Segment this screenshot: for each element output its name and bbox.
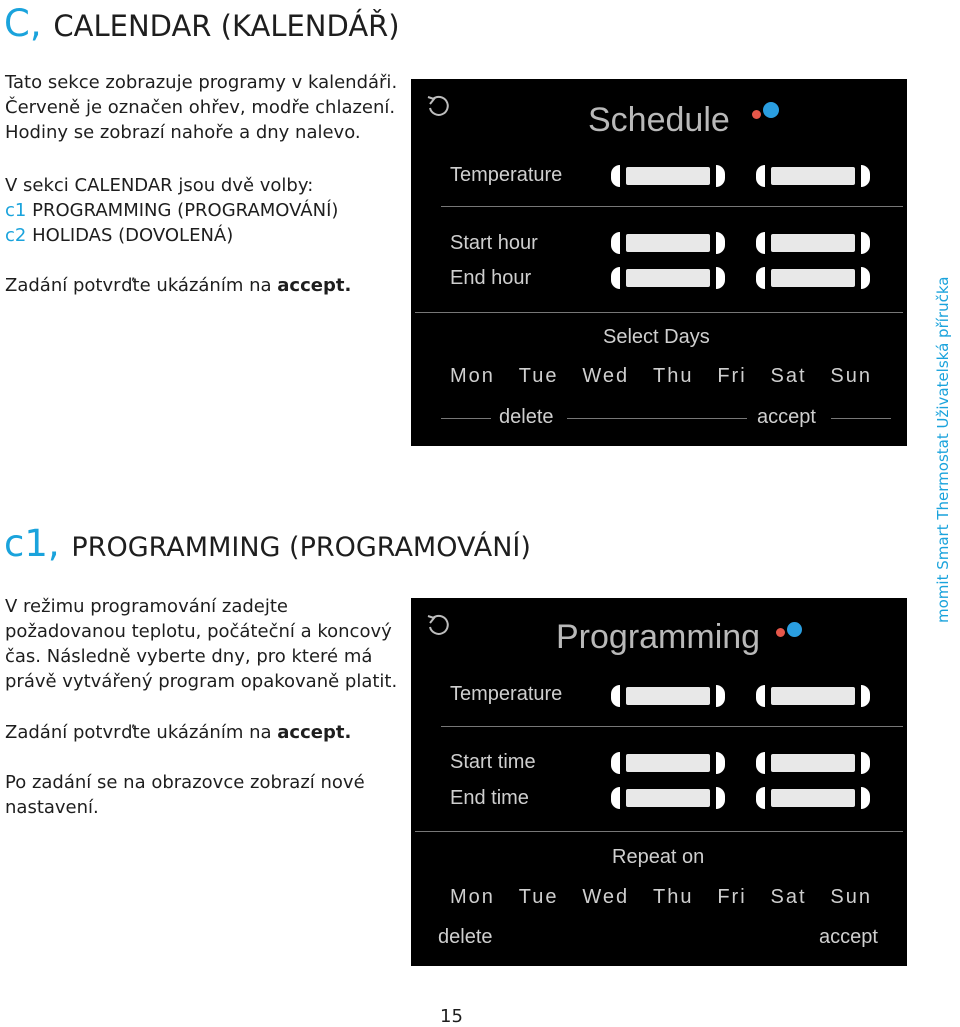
schedule-title: Schedule	[588, 101, 730, 139]
day-tue[interactable]: Tue	[518, 365, 559, 387]
day-row	[450, 886, 872, 909]
section-c1-confirm	[5, 720, 351, 745]
section-c1-heading	[4, 522, 531, 565]
option-c1-label: PROGRAMMING (PROGRAMOVÁNÍ)	[32, 200, 339, 221]
body-line: V režimu programování zadejte	[5, 596, 288, 617]
divider	[831, 418, 891, 419]
intro-line: Hodiny se zobrazí nahoře a dny nalevo.	[5, 122, 361, 143]
day-mon[interactable]: Mon	[450, 365, 495, 387]
day-fri[interactable]: Fri	[717, 365, 747, 387]
day-sun[interactable]: Sun	[830, 365, 872, 387]
end-hour-label: End hour	[450, 267, 532, 289]
divider	[415, 312, 903, 313]
option-c2-label: HOLIDAS (DOVOLENÁ)	[32, 225, 234, 246]
after-line: nastavení.	[5, 797, 99, 818]
start-time-label: Start time	[450, 751, 536, 773]
cool-temperature-slider[interactable]	[756, 165, 870, 187]
delete-button[interactable]: delete	[438, 926, 493, 948]
day-thu[interactable]: Thu	[652, 886, 694, 908]
body-line: požadovanou teplotu, počáteční a koncový	[5, 621, 392, 642]
undo-icon[interactable]	[425, 93, 451, 119]
divider	[441, 418, 491, 419]
divider	[441, 206, 903, 207]
cool-dot-icon	[763, 102, 779, 118]
repeat-on-label: Repeat on	[612, 846, 705, 868]
end-time-slider[interactable]	[756, 787, 870, 809]
day-sat[interactable]: Sat	[770, 365, 807, 387]
divider	[567, 418, 747, 419]
heat-dot-icon	[752, 110, 761, 119]
divider	[441, 726, 903, 727]
intro-line: Tato sekce zobrazuje programy v kalendáři.	[5, 72, 398, 93]
option-c2	[5, 223, 338, 248]
body-line: právě vytvářený program opakovaně platit.	[5, 671, 398, 692]
start-hour-label: Start hour	[450, 232, 538, 254]
accept-button[interactable]: accept	[757, 406, 816, 428]
day-sat[interactable]: Sat	[770, 886, 807, 908]
section-c-prefix: C,	[4, 2, 42, 45]
day-mon[interactable]: Mon	[450, 886, 495, 908]
end-time-label: End time	[450, 787, 529, 809]
temperature-label: Temperature	[450, 164, 563, 186]
heat-dot-icon	[776, 628, 785, 637]
day-fri[interactable]: Fri	[717, 886, 747, 908]
start-hour-slider[interactable]	[611, 232, 725, 254]
start-hour-slider[interactable]	[756, 232, 870, 254]
start-time-slider[interactable]	[756, 752, 870, 774]
end-time-slider[interactable]	[611, 787, 725, 809]
option-c2-code: c2	[5, 225, 27, 246]
accept-button[interactable]: accept	[819, 926, 878, 948]
section-c-confirm	[5, 273, 351, 298]
delete-button[interactable]: delete	[499, 406, 554, 428]
day-wed[interactable]: Wed	[582, 365, 630, 387]
confirm-text: Zadání potvrďte ukázáním na	[5, 275, 278, 296]
section-c-heading	[4, 2, 400, 45]
section-c-title: CALENDAR (KALENDÁŘ)	[53, 9, 400, 43]
section-c1-title: PROGRAMMING (PROGRAMOVÁNÍ)	[71, 532, 531, 563]
cool-temperature-slider[interactable]	[756, 685, 870, 707]
day-tue[interactable]: Tue	[518, 886, 559, 908]
confirm-accept: accept.	[277, 275, 352, 296]
programming-screen	[411, 598, 907, 966]
cool-dot-icon	[787, 622, 802, 637]
section-c1-body	[5, 594, 397, 694]
section-c-options	[5, 173, 338, 248]
confirm-text: Zadání potvrďte ukázáním na	[5, 722, 278, 743]
programming-title: Programming	[556, 618, 761, 656]
day-thu[interactable]: Thu	[652, 365, 694, 387]
section-c-intro	[5, 70, 397, 145]
schedule-screen	[411, 79, 907, 446]
divider	[415, 831, 903, 832]
temperature-label: Temperature	[450, 683, 563, 705]
heat-temperature-slider[interactable]	[611, 165, 725, 187]
section-c1-prefix: c1,	[4, 522, 60, 565]
select-days-label: Select Days	[603, 326, 710, 348]
end-hour-slider[interactable]	[756, 267, 870, 289]
option-c1	[5, 198, 338, 223]
side-caption: momit Smart Thermostat Uživatelská příručka	[934, 276, 952, 623]
day-row	[450, 365, 872, 388]
option-c1-code: c1	[5, 200, 27, 221]
heat-temperature-slider[interactable]	[611, 685, 725, 707]
day-sun[interactable]: Sun	[830, 886, 872, 908]
intro-line: Červeně je označen ohřev, modře chlazení.	[5, 97, 396, 118]
section-c1-after	[5, 770, 365, 820]
start-time-slider[interactable]	[611, 752, 725, 774]
end-hour-slider[interactable]	[611, 267, 725, 289]
confirm-accept: accept.	[277, 722, 352, 743]
page-number: 15	[440, 1006, 463, 1027]
body-line: čas. Následně vyberte dny, pro které má	[5, 646, 373, 667]
undo-icon[interactable]	[425, 612, 451, 638]
options-lead: V sekci CALENDAR jsou dvě volby:	[5, 175, 314, 196]
day-wed[interactable]: Wed	[582, 886, 630, 908]
after-line: Po zadání se na obrazovce zobrazí nové	[5, 772, 365, 793]
